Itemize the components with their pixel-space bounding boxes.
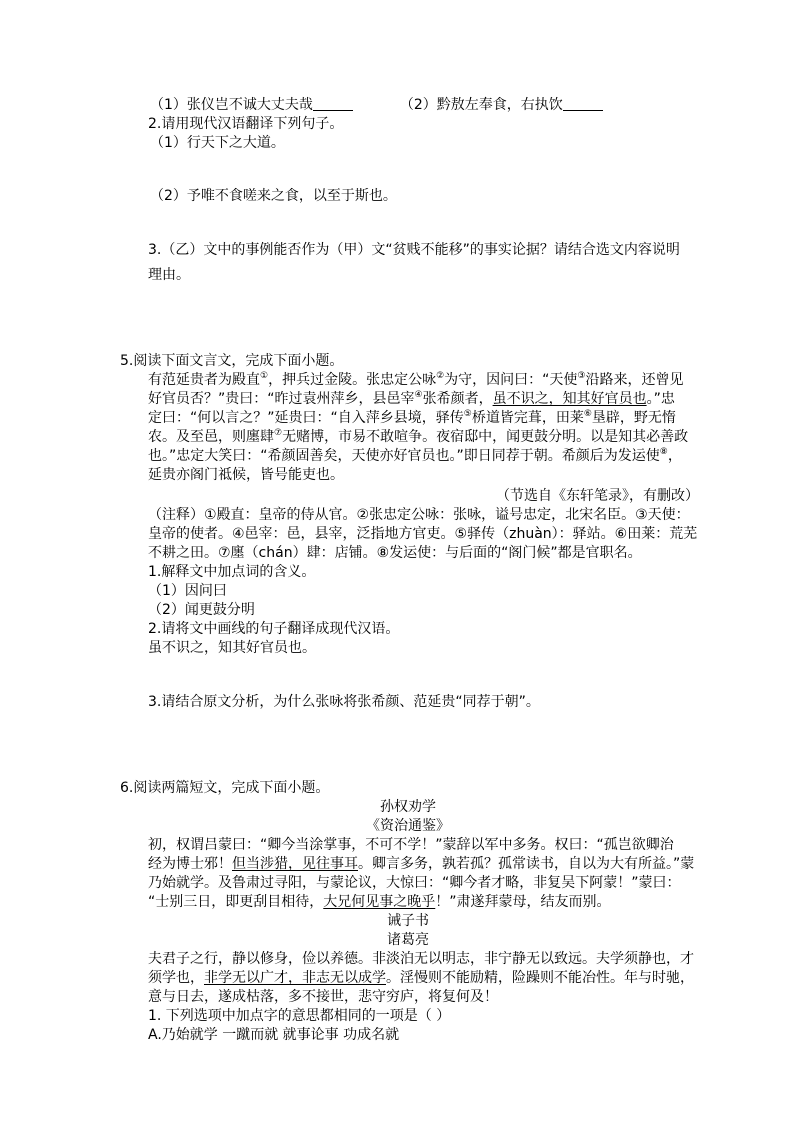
translate-sentence-2: （2）予唯不食嗟来之食，以至于斯也。 xyxy=(150,188,397,204)
text-run: 无赌博，市易不敢喧争。夜宿邸中，闻更鼓分明。以是知其必善政 xyxy=(282,429,689,445)
q5-3-stem: 3.请结合原文分析，为什么张咏将张希颜、范延贵“同荐于朝”。 xyxy=(148,694,540,710)
notes-line-2: 皇帝的使者。④邑宰：邑，县宰，泛指地方官吏。⑤驿传（zhuàn）：驿站。⑥田莱：荒芜 xyxy=(148,526,698,542)
note-marker: ⑥ xyxy=(583,409,592,419)
passage-5-source: （节选自《东轩笔录》，有删改） xyxy=(496,488,699,504)
passage-5-line-4 xyxy=(148,428,688,447)
passage-6a-line-4 xyxy=(148,893,611,912)
underlined-sentence: 虽不识之，知其好官员也 xyxy=(492,391,647,407)
notes-line-3: 不耕之田。⑦廛（chán）肆：店铺。⑧发运使：与后面的“阁门候”都是官职名。 xyxy=(148,545,642,561)
answer-blank-2[interactable] xyxy=(563,96,603,111)
text-run: 。卿言多务，孰若孤？孤常读书，自以为大有所益。”蒙 xyxy=(358,856,695,872)
q5-1-item-2: （2）闻更鼓分明 xyxy=(148,602,255,618)
underlined-sentence: 但当涉猎，见往事耳 xyxy=(232,856,358,872)
argument-question-line-1: 3.（乙）文中的事例能否作为（甲）文“贫贱不能移”的事实论据？请结合选文内容说明 xyxy=(148,242,680,258)
fill-question-1: （1）张仪岂不诚大丈夫哉 xyxy=(150,97,313,113)
passage-6a-line-2 xyxy=(148,855,694,874)
text-run: 。淫慢则不能励精，险躁则不能冶性。年与时驰， xyxy=(386,970,694,986)
passage-6b-line-1: 夫君子之行，静以修身，俭以养德。非淡泊无以明志，非宁静无以致远。夫学须静也，才 xyxy=(148,951,694,967)
passage-6a-line-1: 初，权谓吕蒙曰：“卿今当涂掌事，不可不学！”蒙辞以军中多务。权曰：“孤岂欲卿治 xyxy=(148,837,674,853)
translate-sentence-1: （1）行天下之大道。 xyxy=(150,135,285,151)
passage-1-source: 《资治通鉴》 xyxy=(366,818,450,834)
q5-1-item-1: （1）因问曰 xyxy=(148,583,227,599)
text-run: 农。及至邑，则廛肆 xyxy=(148,429,274,445)
text-run: 须学也， xyxy=(148,970,204,986)
q6-1-option-a[interactable]: A.乃始就学 一蹴而就 就事论事 功成名就 xyxy=(148,1027,400,1043)
text-run: 也。”忠定大笑曰：“希颜固善矣，天使亦好官员也。”即日同荐于朝。希颜后为发运使 xyxy=(148,448,660,464)
q5-1-stem: 1.解释文中加点词的含义。 xyxy=(148,564,316,580)
passage-2-author: 诸葛亮 xyxy=(387,932,429,948)
fill-question-2: （2）黔敖左奉食，右执饮 xyxy=(399,97,563,113)
passage-5-line-1 xyxy=(148,371,684,390)
passage-5-line-3 xyxy=(148,409,676,428)
underlined-sentence: 大兄何见事之晚乎 xyxy=(323,894,436,910)
q6-1-stem: 1. 下列选项中加点字的意思都相同的一项是（ ） xyxy=(148,1008,451,1024)
text-run: 桥道皆完葺，田莱 xyxy=(471,410,584,426)
text-run: 为守，因问曰：“天使 xyxy=(444,372,578,388)
section-6-heading: 6.阅读两篇短文，完成下面小题。 xyxy=(120,780,330,796)
text-run: ，押兵过金陵。张忠定公咏 xyxy=(268,372,437,388)
note-marker: ④ xyxy=(414,390,423,400)
note-marker: ① xyxy=(260,371,269,381)
argument-question-line-2: 理由。 xyxy=(148,267,190,283)
text-run: ， xyxy=(667,448,682,464)
passage-2-title: 诫子书 xyxy=(387,913,429,929)
passage-5-line-6: 延贵亦阁门祗候，皆号能吏也。 xyxy=(148,467,344,483)
passage-5-line-2 xyxy=(148,390,675,409)
text-run: 沿路来，还曾见 xyxy=(585,372,684,388)
passage-6b-line-3: 意与日去，遂成枯落，多不接世，悲守穷庐，将复何及！ xyxy=(148,989,498,1005)
passage-6b-line-2 xyxy=(148,969,694,988)
fill-blank-line xyxy=(150,96,603,115)
text-run: 定曰：“何以言之？”延贵曰：“自入萍乡县境，驿传 xyxy=(148,410,464,426)
passage-1-title: 孙权劝学 xyxy=(380,799,436,815)
translate-question-stem: 2.请用现代汉语翻译下列句子。 xyxy=(148,116,344,132)
text-run: 有范延贵者为殿直 xyxy=(148,372,260,388)
note-marker: ⑤ xyxy=(463,409,472,419)
section-5-heading: 5.阅读下面文言文，完成下面小题。 xyxy=(120,353,344,369)
text-run: “士别三日，即更刮目相待， xyxy=(148,894,324,910)
text-run: 经为博士邪！ xyxy=(148,856,232,872)
underlined-sentence: 非学无以广才，非志无以成学 xyxy=(204,970,386,986)
text-run: ！”肃遂拜蒙母，结友而别。 xyxy=(435,894,611,910)
passage-6a-line-3: 乃始就学。及鲁肃过寻阳，与蒙论议，大惊曰：“卿今者才略，非复吴下阿蒙！”蒙曰： xyxy=(148,875,681,891)
notes-line-1: （注释）①殿直：皇帝的侍从官。②张忠定公咏：张咏，谥号忠定，北宋名臣。③天使： xyxy=(148,507,690,523)
q5-2-sentence: 虽不识之，知其好官员也。 xyxy=(148,640,316,656)
q5-2-stem: 2.请将文中画线的句子翻译成现代汉语。 xyxy=(148,621,400,637)
note-marker: ② xyxy=(436,371,445,381)
note-marker: ③ xyxy=(577,371,586,381)
note-marker: ⑧ xyxy=(659,447,668,457)
note-marker: ⑦ xyxy=(274,428,283,438)
answer-blank-1[interactable] xyxy=(313,96,353,111)
text-run: 好官员否？”贵曰：“昨过袁州萍乡，县邑宰 xyxy=(148,391,415,407)
text-run: 张希颜者， xyxy=(422,391,493,407)
text-run: 。”忠 xyxy=(646,391,675,407)
text-run: 垦辟，野无惰 xyxy=(591,410,676,426)
passage-5-line-5 xyxy=(148,447,682,466)
